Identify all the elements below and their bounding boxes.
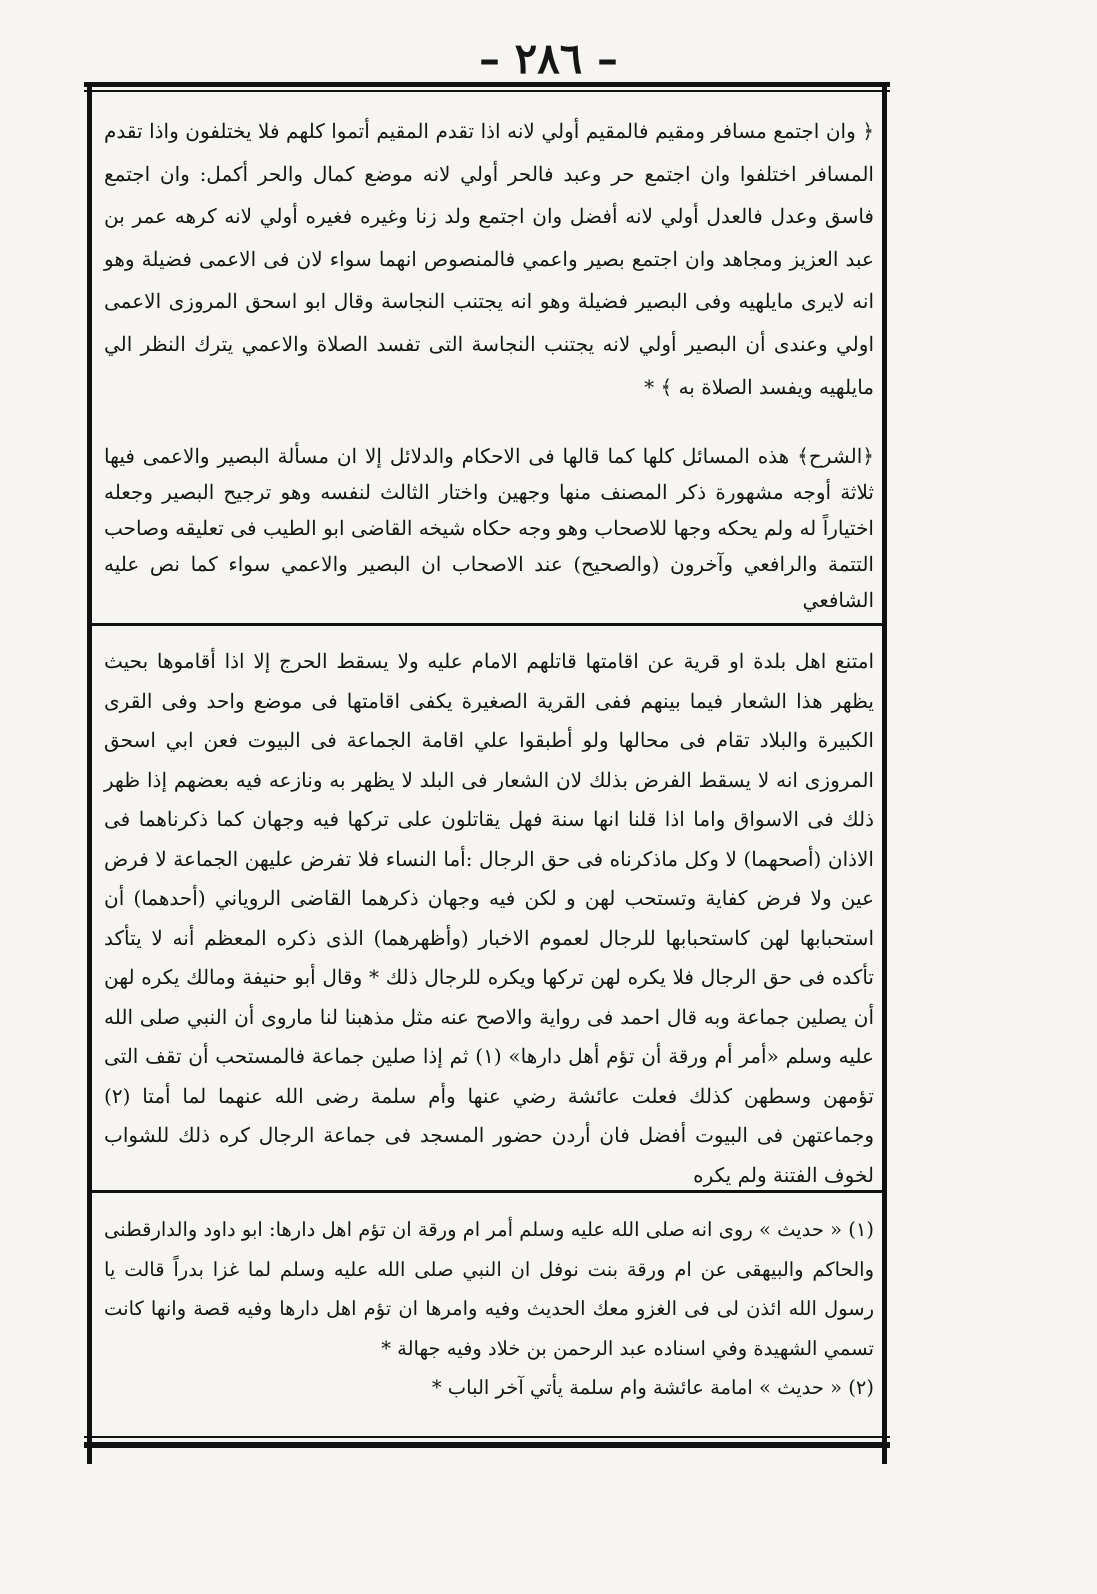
- footnotes-block: [104, 1210, 874, 1408]
- footnote-1: (١) « حديث » روى انه صلى الله عليه وسلم أمر ام ورقة ان تؤم اهل دارها: ابو داود والدارقطنى والحاكم والبيهقى عن ام ورقة بنت نوفل ان النبي صلى الله عليه وسلم لما غزا بدراً قالت يا رسول الله ائذن لى فى الغزو معك الحديث وفيه وامرها ان تؤم اهل دارها وفيه قصة وانها كانت تسمي الشهيدة وفي اسناده عبد الرحمن بن خلاد وفيه جهالة *: [104, 1218, 874, 1360]
- footnote-separator-rule: [92, 1190, 884, 1193]
- matn-text-block: [104, 110, 874, 408]
- continuation-paragraph: امتنع اهل بلدة او قرية عن اقامتها قاتلهم الامام عليه ولا يسقط الحرج إلا اذا أقاموها بحيث يظهر هذا الشعار فيما بينهم ففى القرية الصغيرة يكفى اقامتها فى موضع واحد وفى القرى الكبيرة والبلاد تقام فى محالها ولو أطبقوا علي اقامة الجماعة فى البيوت فعن ابي اسحق المروزى انه لا يسقط الفرض بذلك لان الشعار فى البلد لا يظهر به ونازعه فيه بعضهم إذا ظهر ذلك فى الاسواق واما اذا قلنا انها سنة فهل يقاتلون على تركها فيه وجهان كما ذكرناهما فى الاذان (أصحهما) لا وكل ماذكرناه فى حق الرجال :أما النساء فلا تفرض عليهن الجماعة لا فرض عين ولا فرض كفاية وتستحب لهن و لكن فيه وجهان ذكرهما القاضى الروياني (أحدهما) أن استحبابها لهن كاستحبابها للرجال لعموم الاخبار (وأظهرهما) الذى ذكره المعظم أنه لا يتأكد تأكده فى حق الرجال فلا يكره لهن تركها ويكره للرجال ذلك * وقال أبو حنيفة ومالك يكره لهن أن يصلين جماعة وبه قال احمد فى رواية والاصح عنه مثل مذهبنا لنا ماروى أن النبي صلى الله عليه وسلم «أمر أم ورقة أن تؤم أهل دارها» (١) ثم إذا صلين جماعة فالمستحب أن تقف التى تؤمهن وسطهن كذلك فعلت عائشة رضي عنها وأم سلمة رضى الله عنهما لما أمتا (٢) وجماعتهن فى البيوت أفضل فان أردن حضور المسجد فى جماعة الرجال كره ذلك للشواب لخوف الفتنة ولم يكره: [104, 649, 874, 1187]
- sharh-text-block: [104, 438, 874, 618]
- continuation-text-block: [104, 642, 874, 1195]
- matn-paragraph: ﴿ وان اجتمع مسافر ومقيم فالمقيم أولي لانه اذا تقدم المقيم أتموا كلهم فلا يختلفون واذا تقدم المسافر اختلفوا وان اجتمع حر وعبد فالحر أولي لانه موضع كمال والحر أكمل: وان اجتمع فاسق وعدل فالعدل أولي لانه أفضل وان اجتمع ولد زنا وغيره فغيره أولي لانه كرهه عمر بن عبد العزيز ومجاهد وان اجتمع بصير واعمي فالمنصوص انهما سواء لان فى الاعمى فضيلة وهو انه لايرى مايلهيه وفى البصير فضيلة وهو انه يجتنب النجاسة وقال ابو اسحق المروزى الاعمى اولي وعندى أن البصير أولي لانه يجتنب النجاسة التى تفسد الصلاة والاعمي يترك النظر الي مايلهيه ويفسد الصلاة به ﴾ *: [104, 119, 874, 399]
- page-number: – ٢٨٦ –: [479, 34, 618, 83]
- footnote-2: (٢) « حديث » امامة عائشة وام سلمة يأتي آخر الباب *: [431, 1376, 874, 1399]
- sharh-paragraph: ﴿الشرح﴾ هذه المسائل كلها كما قالها فى الاحكام والدلائل إلا ان مسألة البصير والاعمى فيها ثلاثة أوجه مشهورة ذكر المصنف منها وجهين واختار الثالث لنفسه وهو ترجيح البصير وجعله اختياراً له ولم يحكه وجها للاصحاب وهو وجه حكاه شيخه القاضى ابو الطيب فى تعليقه وصاحب التتمة والرافعي وآخرون (والصحيح) عند الاصحاب ان البصير والاعمي سواء كما نص عليه الشافعي: [104, 444, 874, 612]
- commentary-separator-rule: [92, 623, 884, 626]
- bottom-double-rule: [84, 1436, 890, 1448]
